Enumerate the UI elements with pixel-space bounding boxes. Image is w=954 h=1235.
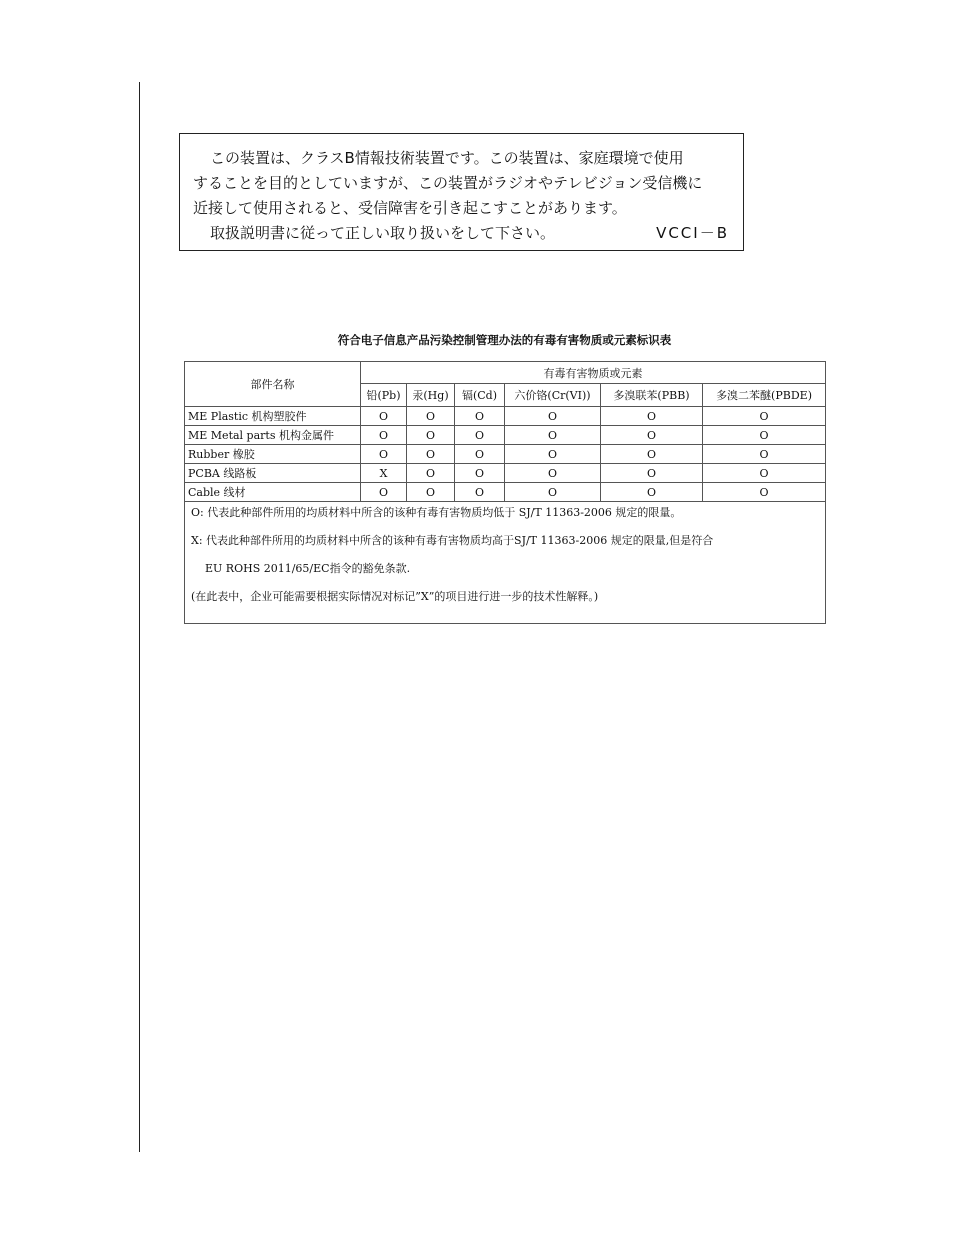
value-cell: O bbox=[601, 445, 703, 464]
value-cell: O bbox=[601, 407, 703, 426]
value-cell: O bbox=[703, 407, 826, 426]
rohs-table-title: 符合电子信息产品污染控制管理办法的有毒有害物质或元素标识表 bbox=[337, 333, 672, 347]
value-cell: O bbox=[455, 464, 505, 483]
value-cell: O bbox=[703, 426, 826, 445]
value-cell: O bbox=[455, 445, 505, 464]
part-name-header: 部件名称 bbox=[185, 362, 361, 407]
part-name-cell: Rubber 橡胶 bbox=[185, 445, 361, 464]
part-name-cell: PCBA 线路板 bbox=[185, 464, 361, 483]
part-name-cell: ME Plastic 机构塑胶件 bbox=[185, 407, 361, 426]
table-header-row bbox=[185, 362, 826, 384]
column-header: 六价铬(Cr(VI)) bbox=[505, 384, 601, 407]
part-name-cell: ME Metal parts 机构金属件 bbox=[185, 426, 361, 445]
vcci-line-1: この装置は、クラスB情報技術装置です。この装置は、家庭環境で使用 bbox=[210, 149, 684, 167]
value-cell: O bbox=[361, 445, 407, 464]
note-x-continued: EU ROHS 2011/65/EC指令的豁免条款. bbox=[205, 562, 411, 575]
value-cell: O bbox=[505, 445, 601, 464]
value-cell: O bbox=[361, 426, 407, 445]
value-cell: O bbox=[505, 407, 601, 426]
table-notes-row bbox=[185, 502, 826, 624]
value-cell: O bbox=[601, 464, 703, 483]
margin-rule bbox=[139, 82, 140, 1152]
value-cell: O bbox=[361, 483, 407, 502]
column-header: 铅(Pb) bbox=[361, 384, 407, 407]
table-row bbox=[185, 407, 826, 426]
value-cell: O bbox=[407, 483, 455, 502]
value-cell: O bbox=[407, 426, 455, 445]
value-cell: O bbox=[505, 483, 601, 502]
vcci-line-2: することを目的としていますが、この装置がラジオやテレビジョン受信機に bbox=[193, 174, 703, 192]
value-cell: O bbox=[361, 407, 407, 426]
value-cell: O bbox=[505, 464, 601, 483]
table-row bbox=[185, 464, 826, 483]
part-name-cell: Cable 线材 bbox=[185, 483, 361, 502]
value-cell: O bbox=[703, 445, 826, 464]
column-header: 镉(Cd) bbox=[455, 384, 505, 407]
value-cell: X bbox=[361, 464, 407, 483]
value-cell: O bbox=[407, 464, 455, 483]
table-row bbox=[185, 445, 826, 464]
value-cell: O bbox=[407, 445, 455, 464]
table-notes-cell bbox=[185, 502, 826, 624]
vcci-line-4-row bbox=[193, 221, 733, 246]
note-parenthetical: (在此表中，企业可能需要根据实际情况对标记”X”的项目进行进一步的技术性解释。) bbox=[191, 590, 599, 603]
vcci-line-4: 取扱説明書に従って正しい取り扱いをして下さい。 bbox=[210, 224, 556, 242]
vcci-notice-box bbox=[179, 133, 744, 251]
column-header: 汞(Hg) bbox=[407, 384, 455, 407]
note-o: O: 代表此种部件所用的均质材料中所含的该种有毒有害物质均低于 SJ/T 11363-2006 规定的限量。 bbox=[191, 506, 682, 519]
value-cell: O bbox=[455, 483, 505, 502]
value-cell: O bbox=[407, 407, 455, 426]
value-cell: O bbox=[601, 426, 703, 445]
table-row bbox=[185, 426, 826, 445]
column-header: 多溴联苯(PBB) bbox=[601, 384, 703, 407]
rohs-hazardous-substance-table bbox=[184, 361, 826, 624]
value-cell: O bbox=[601, 483, 703, 502]
column-header: 多溴二苯醚(PBDE) bbox=[703, 384, 826, 407]
vcci-mark: VCCI－B bbox=[656, 224, 729, 242]
value-cell: O bbox=[455, 426, 505, 445]
value-cell: O bbox=[505, 426, 601, 445]
value-cell: O bbox=[703, 483, 826, 502]
value-cell: O bbox=[455, 407, 505, 426]
table-row bbox=[185, 483, 826, 502]
note-x: X: 代表此种部件所用的均质材料中所含的该种有毒有害物质均高于SJ/T 11363-2006 规定的限量,但是符合 bbox=[191, 534, 714, 547]
value-cell: O bbox=[703, 464, 826, 483]
substance-group-header: 有毒有害物质或元素 bbox=[361, 362, 826, 384]
vcci-line-3: 近接して使用されると、受信障害を引き起こすことがあります。 bbox=[193, 199, 627, 217]
